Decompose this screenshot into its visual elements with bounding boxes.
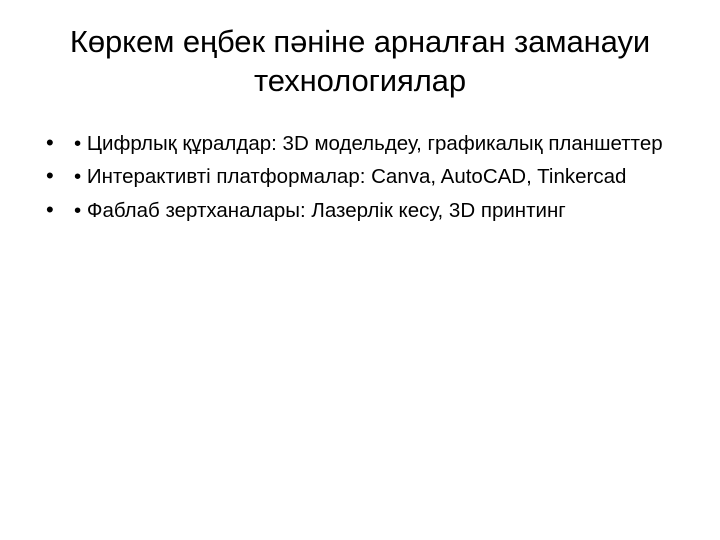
list-item-label: • • Фаблаб зертханалары: Лазерлік кесу, 3D принтинг: [74, 198, 566, 222]
list-item: [28, 163, 696, 191]
list-item-label: • • Интерактивті платформалар: Canva, AutoCAD, Tinkercad: [74, 165, 627, 189]
slide-body: [28, 130, 696, 230]
list-item: [28, 130, 696, 158]
list-item-label: • • Цифрлық құралдар: 3D модельдеу, графикалық планшеттер: [74, 132, 663, 155]
bullet-list: [28, 130, 696, 225]
page-title: Көркем еңбек пәніне арналған заманауи технологиялар: [69, 24, 651, 99]
list-item: [28, 197, 696, 225]
